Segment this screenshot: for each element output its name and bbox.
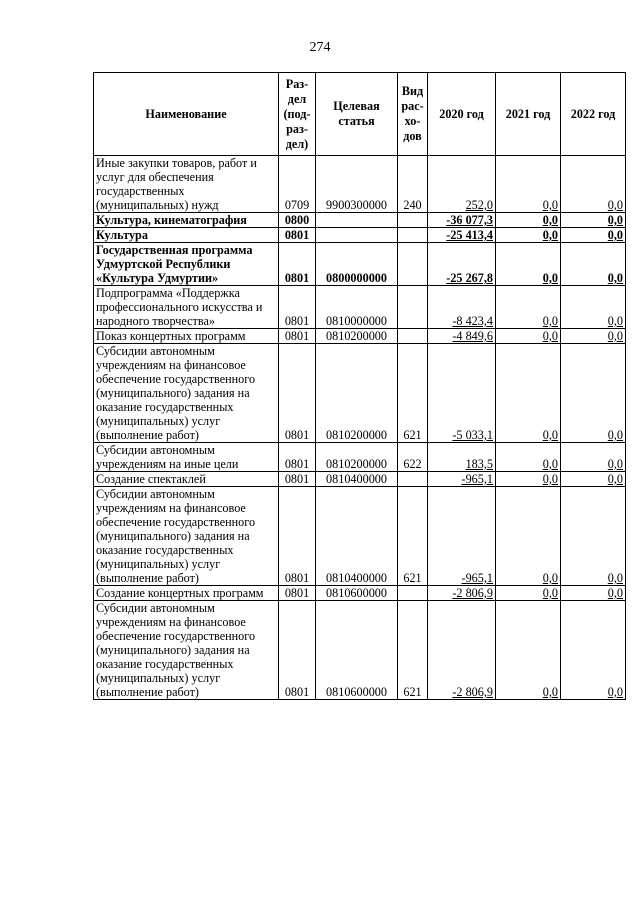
cell-target: [316, 228, 398, 243]
cell-name: Показ концертных программ: [94, 329, 279, 344]
cell-y2022: 0,0: [561, 213, 626, 228]
cell-target: 9900300000: [316, 156, 398, 213]
cell-y2020: -8 423,4: [428, 286, 496, 329]
header-razdel: Раз-дел (под-раз-дел): [279, 73, 316, 156]
cell-y2020: -25 267,8: [428, 243, 496, 286]
cell-name: Подпрограмма «Поддержка профессионального искусства и народного творчества»: [94, 286, 279, 329]
table-row: [94, 472, 626, 487]
cell-vid: [398, 286, 428, 329]
header-name: Наименование: [94, 73, 279, 156]
cell-target: 0810600000: [316, 601, 398, 700]
cell-razdel: 0801: [279, 286, 316, 329]
cell-y2020: -5 033,1: [428, 344, 496, 443]
cell-y2021: 0,0: [496, 601, 561, 700]
cell-y2022: 0,0: [561, 586, 626, 601]
cell-razdel: 0800: [279, 213, 316, 228]
cell-razdel: 0801: [279, 472, 316, 487]
cell-vid: [398, 472, 428, 487]
cell-y2022: 0,0: [561, 443, 626, 472]
page-number: 274: [309, 40, 331, 55]
cell-y2022: 0,0: [561, 156, 626, 213]
cell-y2022: 0,0: [561, 344, 626, 443]
header-2020: 2020 год: [428, 73, 496, 156]
header-2022: 2022 год: [561, 73, 626, 156]
cell-y2022: 0,0: [561, 472, 626, 487]
budget-table: [93, 72, 626, 700]
cell-vid: 621: [398, 344, 428, 443]
cell-name: Создание концертных программ: [94, 586, 279, 601]
cell-name: Государственная программа Удмуртской Республики «Культура Удмуртии»: [94, 243, 279, 286]
cell-razdel: 0801: [279, 487, 316, 586]
cell-razdel: 0801: [279, 344, 316, 443]
table-row: [94, 601, 626, 700]
table-header-row: [94, 73, 626, 156]
cell-y2020: -2 806,9: [428, 586, 496, 601]
table-row: [94, 286, 626, 329]
cell-razdel: 0801: [279, 443, 316, 472]
table-row: [94, 228, 626, 243]
cell-vid: 621: [398, 601, 428, 700]
cell-name: Субсидии автономным учреждениям на финансовое обеспечение государственного (муниципального) задания на оказание государственных (муниципальных) услуг (выполнение работ): [94, 601, 279, 700]
cell-vid: [398, 329, 428, 344]
cell-name: Культура, кинематография: [94, 213, 279, 228]
cell-target: 0810000000: [316, 286, 398, 329]
cell-target: 0810400000: [316, 487, 398, 586]
header-target: Целевая статья: [316, 73, 398, 156]
cell-vid: 621: [398, 487, 428, 586]
cell-target: 0810600000: [316, 586, 398, 601]
cell-y2021: 0,0: [496, 472, 561, 487]
cell-target: 0810200000: [316, 344, 398, 443]
cell-y2021: 0,0: [496, 443, 561, 472]
table-row: [94, 243, 626, 286]
cell-y2021: 0,0: [496, 243, 561, 286]
table-row: [94, 586, 626, 601]
cell-y2022: 0,0: [561, 286, 626, 329]
cell-target: [316, 213, 398, 228]
cell-y2020: -2 806,9: [428, 601, 496, 700]
cell-target: 0810200000: [316, 329, 398, 344]
cell-y2021: 0,0: [496, 213, 561, 228]
cell-y2022: 0,0: [561, 329, 626, 344]
cell-target: 0810200000: [316, 443, 398, 472]
cell-razdel: 0801: [279, 601, 316, 700]
cell-y2020: 183,5: [428, 443, 496, 472]
cell-vid: [398, 243, 428, 286]
cell-y2020: -36 077,3: [428, 213, 496, 228]
table-row: [94, 344, 626, 443]
cell-razdel: 0801: [279, 329, 316, 344]
cell-y2020: -965,1: [428, 472, 496, 487]
cell-y2021: 0,0: [496, 487, 561, 586]
cell-name: Субсидии автономным учреждениям на финансовое обеспечение государственного (муниципального) задания на оказание государственных (муниципальных) услуг (выполнение работ): [94, 487, 279, 586]
cell-razdel: 0709: [279, 156, 316, 213]
cell-name: Субсидии автономным учреждениям на финансовое обеспечение государственного (муниципального) задания на оказание государственных (муниципальных) услуг (выполнение работ): [94, 344, 279, 443]
cell-y2021: 0,0: [496, 156, 561, 213]
table-row: [94, 329, 626, 344]
cell-vid: [398, 586, 428, 601]
cell-vid: [398, 213, 428, 228]
header-2021: 2021 год: [496, 73, 561, 156]
table-row: [94, 156, 626, 213]
table-row: [94, 213, 626, 228]
cell-y2022: 0,0: [561, 243, 626, 286]
cell-y2020: -4 849,6: [428, 329, 496, 344]
cell-y2021: 0,0: [496, 286, 561, 329]
cell-y2021: 0,0: [496, 329, 561, 344]
cell-name: Иные закупки товаров, работ и услуг для обеспечения государственных (муниципальных) нужд: [94, 156, 279, 213]
cell-razdel: 0801: [279, 228, 316, 243]
cell-name: Культура: [94, 228, 279, 243]
cell-y2022: 0,0: [561, 487, 626, 586]
cell-vid: 240: [398, 156, 428, 213]
cell-y2022: 0,0: [561, 601, 626, 700]
cell-vid: 622: [398, 443, 428, 472]
cell-name: Создание спектаклей: [94, 472, 279, 487]
cell-y2020: -965,1: [428, 487, 496, 586]
table-row: [94, 443, 626, 472]
cell-razdel: 0801: [279, 243, 316, 286]
header-vid: Вид рас-хо-дов: [398, 73, 428, 156]
cell-y2020: 252,0: [428, 156, 496, 213]
cell-y2021: 0,0: [496, 344, 561, 443]
cell-target: 0800000000: [316, 243, 398, 286]
cell-name: Субсидии автономным учреждениям на иные цели: [94, 443, 279, 472]
cell-vid: [398, 228, 428, 243]
table-body: [94, 156, 626, 700]
cell-y2022: 0,0: [561, 228, 626, 243]
cell-y2021: 0,0: [496, 228, 561, 243]
table-row: [94, 487, 626, 586]
cell-razdel: 0801: [279, 586, 316, 601]
cell-target: 0810400000: [316, 472, 398, 487]
cell-y2021: 0,0: [496, 586, 561, 601]
cell-y2020: -25 413,4: [428, 228, 496, 243]
